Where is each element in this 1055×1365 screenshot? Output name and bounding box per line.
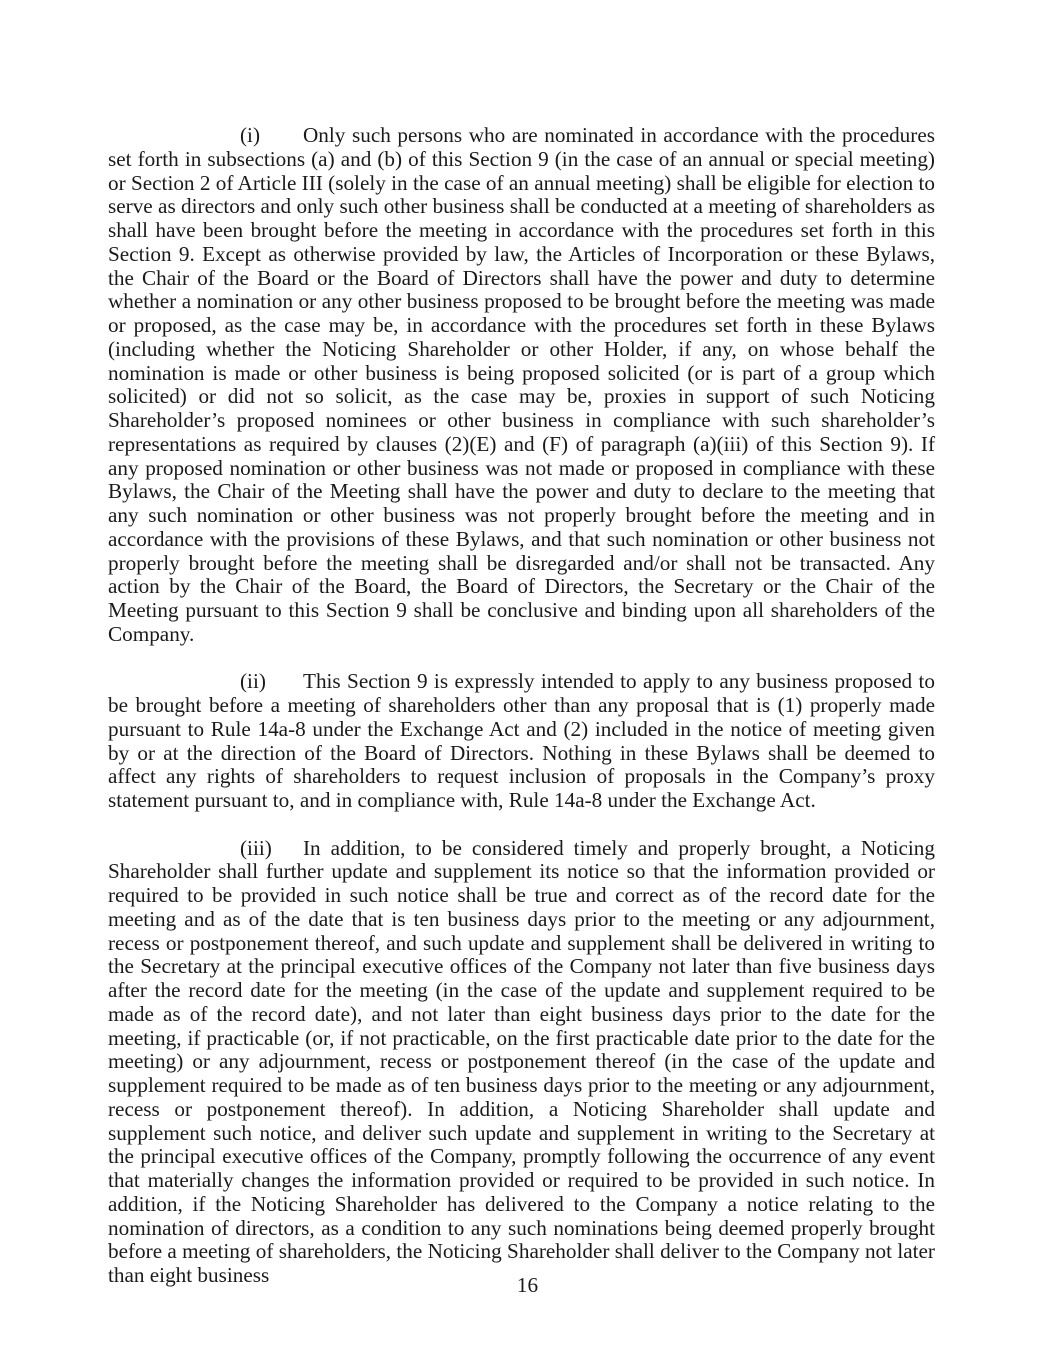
paragraph-i-text: Only such persons who are nominated in accordance with the procedures set forth in subsections (a) and (b) of this Section 9 (in the case of an annual or special meeting) or Section 2 of Article III (solely in the case of an annual meeting) shall be eligible for election to serve as directors and only such other business shall be conducted at a meeting of shareholders as shall have been brought before the meeting in accordance with the procedures set forth in this Section 9. Except as otherwise provided by law, the Articles of Incorporation or these Bylaws, the Chair of the Board or the Board of Directors shall have the power and duty to determine whether a nomination or any other business proposed to be brought before the meeting was made or proposed, as the case may be, in accordance with the procedures set forth in these Bylaws (including whether the Noticing Shareholder or other Holder, if any, on whose behalf the nomination is made or other business is being proposed solicited (or is part of a group which solicited) or did not so solicit, as the case may be, proxies in support of such Noticing Shareholder’s proposed nominees or other business in compliance with such shareholder’s representations as required by clauses (2)(E) and (F) of paragraph (a)(iii) of this Section 9). If any proposed nomination or other business was not made or proposed in compliance with these Bylaws, the Chair of the Meeting shall have the power and duty to declare to the meeting that any such nomination or other business was not properly brought before the meeting and in accordance with the provisions of these Bylaws, and that such nomination or other business not properly brought before the meeting shall be disregarded and/or shall not be transacted. Any action by the Chair of the Board, the Board of Directors, the Secretary or the Chair of the Meeting pursuant to this Section 9 shall be conclusive and binding upon all shareholders of the Company. [108,123,935,646]
paragraph-iii-label: (iii) [240,835,272,860]
paragraph-ii-text: This Section 9 is expressly intended to apply to any business proposed to be brought before a meeting of shareholders other than any proposal that is (1) properly made pursuant to Rule 14a-8 under the Exchange Act and (2) included in the notice of meeting given by or at the direction of the Board of Directors. Nothing in these Bylaws shall be deemed to affect any rights of shareholders to request inclusion of proposals in the Company’s proxy statement pursuant to, and in compliance with, Rule 14a-8 under the Exchange Act. [108,669,935,812]
document-body [108,124,935,1288]
paragraph-ii [108,670,935,813]
paragraph-iii-text: In addition, to be considered timely and properly brought, a Noticing Shareholder shall further update and supplement its notice so that the information provided or required to be provided in such notice shall be true and correct as of the record date for the meeting and as of the date that is ten business days prior to the meeting or any adjournment, recess or postponement thereof, and such update and supplement shall be delivered in writing to the Secretary at the principal executive offices of the Company not later than five business days after the record date for the meeting (in the case of the update and supplement required to be made as of the record date), and not later than eight business days prior to the date for the meeting, if practicable (or, if not practicable, on the first practicable date prior to the date for the meeting) or any adjournment, recess or postponement thereof (in the case of the update and supplement required to be made as of ten business days prior to the meeting or any adjournment, recess or postponement thereof). In addition, a Noticing Shareholder shall update and supplement such notice, and deliver such update and supplement in writing to the Secretary at the principal executive offices of the Company, promptly following the occurrence of any event that materially changes the information provided or required to be provided in such notice. In addition, if the Noticing Shareholder has delivered to the Company a notice relating to the nomination of directors, as a condition to any such nominations being deemed properly brought before a meeting of shareholders, the Noticing Shareholder shall deliver to the Company not later than eight business [108,835,935,1287]
page-footer [0,1274,1055,1298]
paragraph-ii-label: (ii) [240,669,266,694]
paragraph-i-label: (i) [240,123,260,147]
paragraph-iii [108,837,935,1288]
paragraph-i [108,124,935,647]
page-number: 16 [516,1273,539,1297]
